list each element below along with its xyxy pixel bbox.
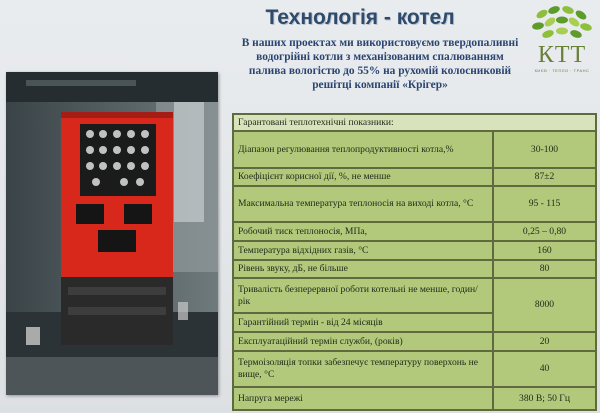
intro-text: В наших проектах ми використовуємо твердопаливні водогрійні котли з механізованим спалюванням палива вологістю до 55% на рухомій колосниковій решітці компанії «Крігер» bbox=[241, 37, 519, 91]
spec-label: Рівень звуку, дБ, не більше bbox=[233, 260, 493, 278]
spec-label: Гарантійний термін - від 24 місяців bbox=[233, 313, 493, 332]
specs-table bbox=[232, 113, 597, 411]
spec-label: Температура відхідних газів, °С bbox=[233, 241, 493, 260]
spec-value: 87±2 bbox=[493, 168, 596, 186]
spec-value: 380 В; 50 Гц bbox=[493, 387, 596, 410]
spec-value: 80 bbox=[493, 260, 596, 278]
spec-label: Термоізоляція топки забезпечує температуру поверхонь не вище, °С bbox=[233, 351, 493, 387]
spec-value: 8000 bbox=[493, 278, 596, 332]
spec-label: Максимальна температура теплоносія на виході котла, °С bbox=[233, 186, 493, 222]
spec-label: Напруга мережі bbox=[233, 387, 493, 410]
spec-value: 95 - 115 bbox=[493, 186, 596, 222]
leaves-icon bbox=[528, 4, 596, 44]
spec-label: Експлуатаційний термін служби, (років) bbox=[233, 332, 493, 351]
boiler-photo-icon bbox=[6, 72, 218, 395]
spec-label: Діапазон регулювання теплопродуктивності котла,% bbox=[233, 131, 493, 168]
page-title: Технологія - котел bbox=[265, 6, 455, 29]
logo-subtext: КИЄВ · ТЕПЛО · ТРАНС bbox=[534, 68, 590, 73]
table-header: Гарантовані теплотехнічні показники: bbox=[233, 114, 596, 131]
spec-label: Робочий тиск теплоносія, МПа, bbox=[233, 222, 493, 241]
spec-label: Тривалість безперервної роботи котельні не менше, годин/рік bbox=[233, 278, 493, 313]
spec-value: 30-100 bbox=[493, 131, 596, 168]
company-logo bbox=[528, 4, 596, 76]
spec-value: 20 bbox=[493, 332, 596, 351]
spec-value: 40 bbox=[493, 351, 596, 387]
spec-value: 160 bbox=[493, 241, 596, 260]
logo-text: КТТ bbox=[537, 42, 587, 68]
boiler-photo bbox=[6, 72, 218, 395]
spec-label: Коефіцієнт корисної дії, %, не менше bbox=[233, 168, 493, 186]
spec-value: 0,25 – 0,80 bbox=[493, 222, 596, 241]
